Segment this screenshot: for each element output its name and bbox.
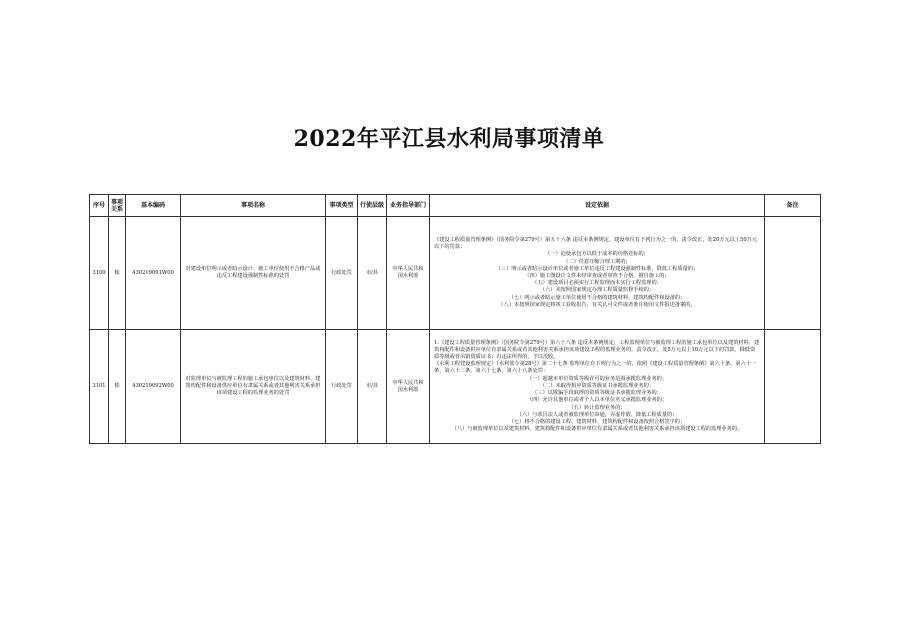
cell-name: 对建设单位明示或者暗示设计、施工单位使用不合格产品或违反工程建设强制性标准的处罚 (181, 217, 326, 330)
cell-note (765, 330, 821, 444)
basis-line: （五）转让监理业务的； (568, 404, 626, 411)
basis-line: （六）与项目法人或者被监理单位串通，弄虚作假、降低工程质量的； (516, 411, 678, 418)
cell-level: 市/县 (358, 217, 387, 330)
page-title: 2022年平江县水利局事项清单 (293, 126, 605, 152)
basis-line: （七）将不合格的建设工程、建筑材料、建筑构配件和设备按照合格签字的； (508, 418, 686, 425)
header-name: 事项名称 (181, 195, 326, 217)
cell-level: 市/县 (358, 330, 387, 444)
basis-line: （三）以欺骗手段取得的资质等级证书承揽监理业务的； (532, 390, 662, 397)
basis-line: （四）允许其他单位或者个人以本单位名义承揽监理业务的； (526, 397, 668, 404)
cell-basis (430, 330, 765, 444)
cell-dept: 中华人民共和国水利部 (387, 217, 430, 330)
basis-line: （一）迫使承包方以低于成本的价格竞标的； (545, 251, 649, 258)
cell-dept: 中华人民共和国水利部 (387, 330, 430, 444)
basis-line: （二）任意压缩合理工期的； (563, 258, 631, 265)
basis-line: 1.《建设工程质量管理条例》（国务院令第279号）第六十八条 违反本条例规定，工程监理单位与被监理工程的施工承包单位以及建筑材料、建筑构配件和设备供应单位有隶属关系或者其他利害关系承担该项建设工程的监理业务的，责令改正，处5万元以上10万元以下的罚款，降低资质等级或者吊销资质证书；有违法所得的，予以没收。 (434, 339, 760, 361)
cell-note (765, 217, 821, 330)
cell-relation: 独 (109, 217, 126, 330)
cell-type: 行政处罚 (326, 217, 358, 330)
cell-code: 430219091W00 (126, 217, 181, 330)
table-header-row (90, 195, 821, 217)
basis-line: （二）未取得相应资质等级证书承揽监理业务的； (539, 382, 655, 389)
basis-line: （七）明示或者暗示施工单位使用不合格的建筑材料、建筑构配件和设备的； (508, 294, 686, 301)
cell-seq: 3101 (90, 330, 109, 444)
header-seq: 序号 (90, 195, 109, 217)
cell-name: 对监理单位与被监理工程的施工承包单位以及建筑材料、建筑构配件和设备供应单位有隶属关系或者其他利害关系承担该项建设工程的监理业务的处罚 (181, 330, 326, 444)
cell-relation: 独 (109, 330, 126, 444)
cell-basis (430, 217, 765, 330)
cell-seq: 3100 (90, 217, 109, 330)
header-basis: 设定依据 (430, 195, 765, 217)
basis-line: （三）明示或者暗示设计单位或者施工单位违反工程建设强制性标准，降低工程质量的； (495, 265, 699, 272)
header-dept: 业务指导部门 (387, 195, 430, 217)
basis-line: （一）超越本单位资质等级许可的业务范围承揽监理业务的； (526, 375, 668, 382)
header-note: 备注 (765, 195, 821, 217)
basis-line: （五）建设项目必须实行工程监理而未实行工程监理的； (532, 280, 662, 287)
table-row (90, 330, 821, 444)
cell-code: 430219092W00 (126, 330, 181, 444)
basis-line: （六）未按照国家规定办理工程质量监督手续的； (539, 287, 655, 294)
header-type: 事项类型 (326, 195, 358, 217)
basis-line: 《建设工程质量管理条例》（国务院令第279号）第五十六条 违反本条例规定，建设单位有下列行为之一的，责令改正，处20万元以上50万元以下的罚款： (434, 236, 758, 251)
basis-line: （八）与被监理单位以及建筑材料、建筑构配件和设备供应单位有隶属关系或者其他利害关系承担该项建设工程的监理业务的。 (451, 426, 743, 433)
basis-line: 《水利工程建设监理规定》（水利部令第28号）第二十七条 监理单位有下列行为之一的，依照《建设工程质量管理条例》第六十条、第六十一条、第六十二条、第六十七条、第六十八条处罚： (434, 361, 757, 375)
cell-type: 行政处罚 (326, 330, 358, 444)
header-relation: 事项关系 (109, 195, 126, 217)
header-code: 基本编码 (126, 195, 181, 217)
basis-line: （八）未按照国家规定将竣工验收报告、有关认可文件或者准许使用文件报送备案的。 (498, 301, 696, 308)
basis-line: （四）施工图设计文件未经审查或者审查不合格，擅自施工的； (524, 273, 670, 279)
header-level: 行使层级 (358, 195, 387, 217)
table-row (90, 217, 821, 330)
item-list-table (89, 194, 821, 444)
